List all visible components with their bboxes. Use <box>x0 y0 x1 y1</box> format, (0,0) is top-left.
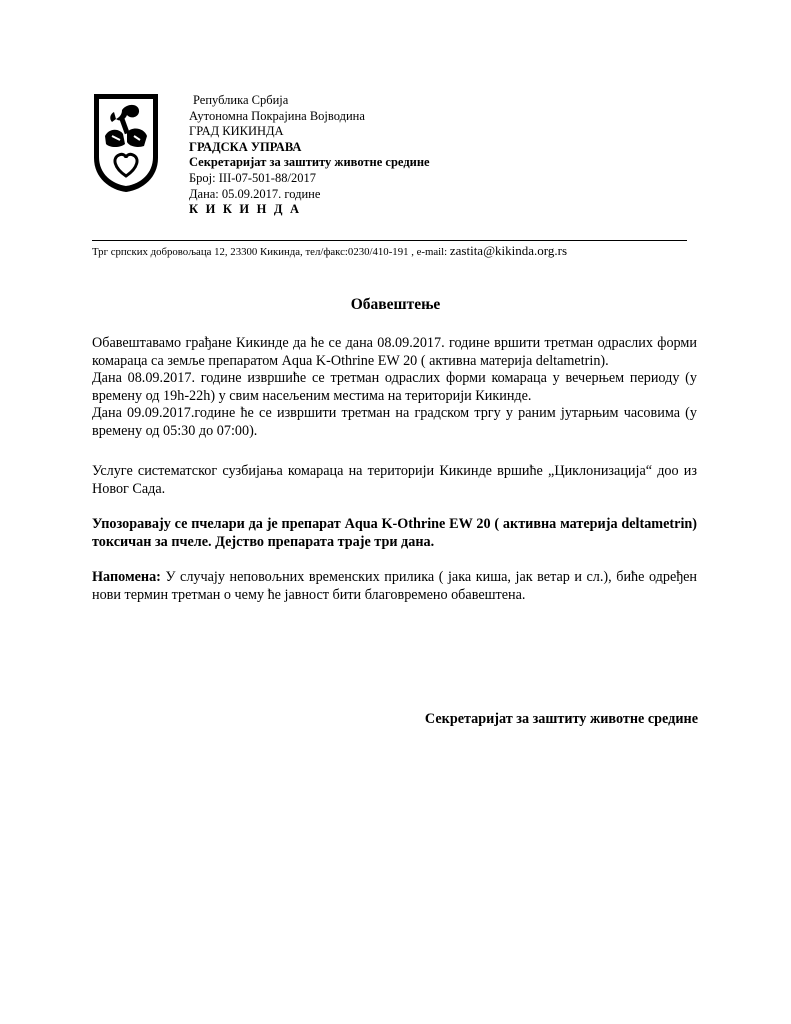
city-crest-icon <box>92 92 160 194</box>
issuer-line-place: К И К И Н Д А <box>189 202 302 217</box>
header-divider <box>92 240 687 241</box>
signature: Секретаријат за заштиту животне средине <box>424 711 698 727</box>
issuer-line-country: Република Србија <box>193 93 289 107</box>
contact-line <box>92 243 567 259</box>
issuer-line-province: Аутономна Покрајина Војводина <box>189 108 365 123</box>
contact-address: Трг српских добровољаца 12, 23300 Кикинда, тел/факс:0230/410-191 , e-mail: <box>92 246 450 258</box>
paragraph-treatment-info <box>92 335 697 441</box>
note-label: Напомена: <box>92 569 161 585</box>
issuer-line-administration: ГРАДСКА УПРАВА <box>189 139 302 154</box>
paragraph-treatment-morning: Дана 09.09.2017.године ће се извршити третман на градском тргу у раним јутарњим часовима (у времену од 05:30 до 07:00). <box>92 405 697 439</box>
issuer-line-secretariat: Секретаријат за заштиту животне средине <box>189 155 430 170</box>
paragraph-note <box>92 569 697 604</box>
paragraph-treatment-intro: Обавештавамо грађане Кикинде да ће се дана 08.09.2017. године вршити третман одраслих форми комараца са земље препаратом Aqua K-Othrine EW 20 ( активна материја deltametrin). <box>92 335 697 369</box>
issuer-line-city: ГРАД КИКИНДА <box>189 124 284 139</box>
document-number: Број: III-07-501-88/2017 <box>189 170 316 185</box>
paragraph-beekeeper-warning: Упозоравају се пчелари да је препарат Aqua K-Othrine EW 20 ( активна материја deltametrin) токсичан за пчеле. Дејство препарата траје три дана. <box>92 516 697 550</box>
note-text: У случају неповољних временских прилика ( јака киша, јак ветар и сл.), биће одређен нови термин третман о чему ће јавност бити благовремено обавештена. <box>92 569 697 603</box>
contact-email: zastita@kikinda.org.rs <box>449 243 568 258</box>
paragraph-treatment-evening: Дана 08.09.2017. године извршиће се третман одраслих форми комараца у вечерњем периоду (у времену од 19h-22h) у свим насељеним местима на територији Кикинде. <box>92 370 697 404</box>
issuer-block <box>189 93 519 218</box>
document-date: Дана: 05.09.2017. године <box>189 186 321 201</box>
document-title: Обавештење <box>350 296 441 313</box>
paragraph-contractor: Услуге систематског сузбијања комараца на територији Кикинде вршиће „Циклонизација“ доо из Новог Сада. <box>92 463 697 497</box>
